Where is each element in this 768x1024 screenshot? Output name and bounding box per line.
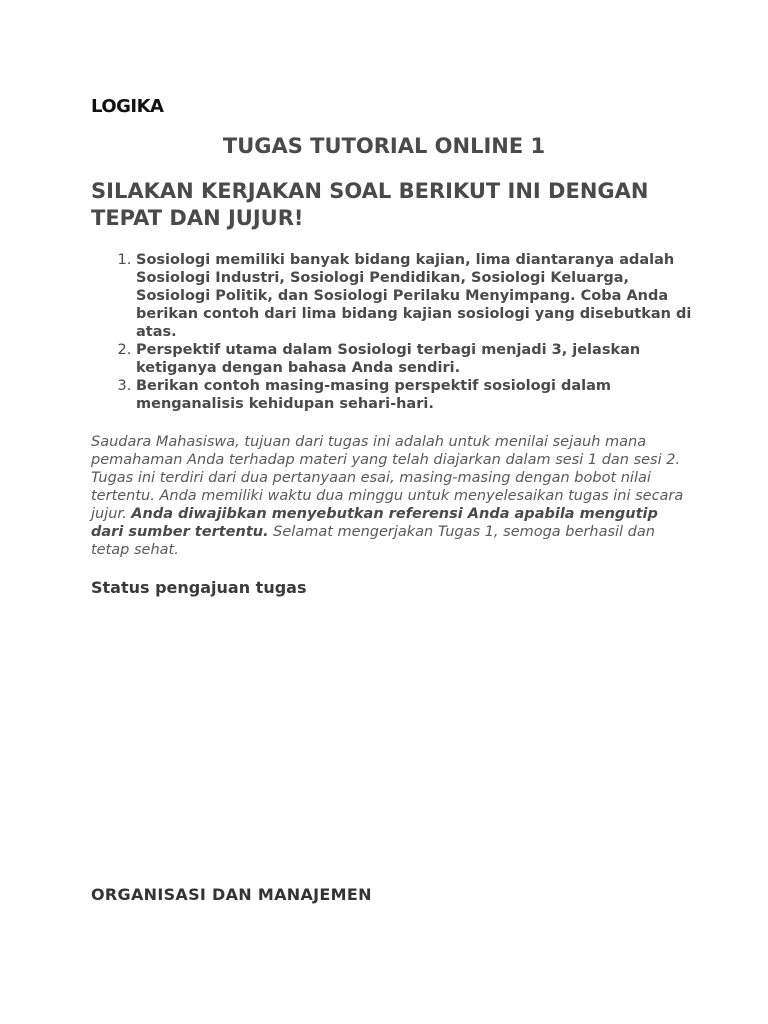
note-emphasis: Anda diwajibkan menyebutkan referensi Anda apabila mengutip dari sumber tertentu.	[91, 506, 658, 540]
submission-status-heading: Status pengajuan tugas	[91, 578, 307, 597]
next-course-label: ORGANISASI DAN MANAJEMEN	[91, 885, 372, 904]
question-list	[91, 251, 696, 413]
question-item: 1. Sosiologi memiliki banyak bidang kajian, lima diantaranya adalah Sosiologi Industri, Sosiologi Pendidikan, Sosiologi Keluarga, Sosiologi Politik, dan Sosiologi Perilaku Menyimpang. Coba Anda berikan contoh dari lima bidang kajian sosiologi yang disebutkan di atas.	[136, 251, 696, 341]
note-intro: Saudara Mahasiswa, tujuan dari tugas ini adalah untuk menilai sejauh mana pemahaman Anda terhadap materi yang telah diajarkan dalam sesi 1 dan sesi 2. Tugas ini terdiri dari dua pertanyaan esai, masing-masing dengan bobot nilai tertentu. Anda memiliki waktu dua minggu untuk menyelesaikan tugas ini secara jujur.	[91, 434, 684, 522]
course-label: LOGIKA	[91, 96, 164, 117]
question-item: 2. Perspektif utama dalam Sosiologi terbagi menjadi 3, jelaskan ketiganya dengan bahasa Anda sendiri.	[136, 341, 696, 377]
page-title: TUGAS TUTORIAL ONLINE 1	[222, 134, 546, 158]
question-item: 3. Berikan contoh masing-masing perspektif sosiologi dalam menganalisis kehidupan sehari-hari.	[136, 377, 696, 413]
instruction-heading: SILAKAN KERJAKAN SOAL BERIKUT INI DENGAN TEPAT DAN JUJUR!	[91, 179, 649, 230]
note-closing: Selamat mengerjakan Tugas 1, semoga berhasil dan tetap sehat.	[91, 524, 655, 558]
assignment-note	[91, 433, 691, 559]
